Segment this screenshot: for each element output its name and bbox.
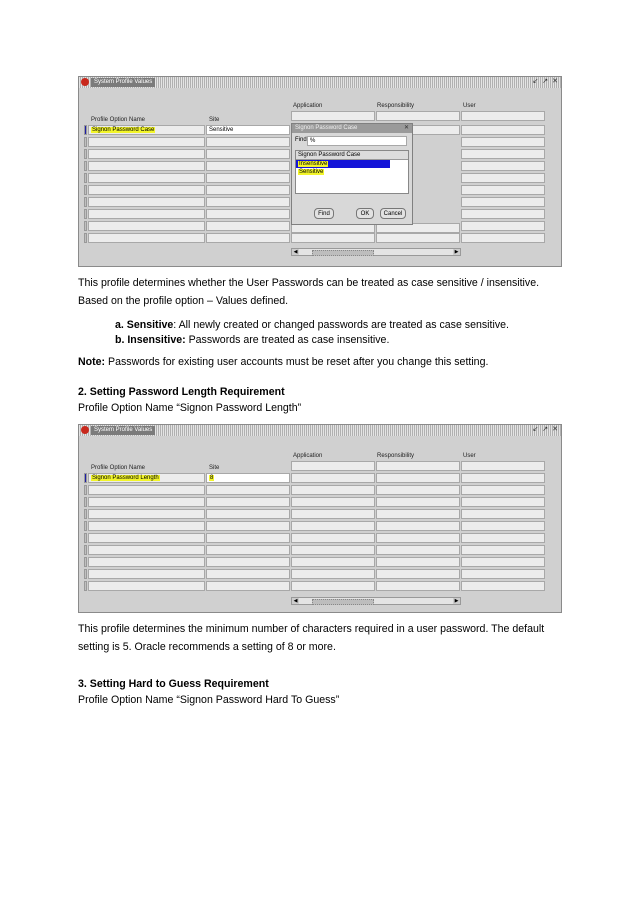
profile-option-cell[interactable]: [88, 533, 205, 543]
profile-values-window-1: [78, 76, 562, 267]
site-cell[interactable]: [206, 545, 290, 555]
option-b-label: b. Insensitive:: [115, 334, 186, 346]
profile-option-cell[interactable]: [88, 125, 205, 135]
note-text: Passwords for existing user accounts must be reset after you change this setting.: [105, 356, 489, 368]
note-label: Note:: [78, 356, 106, 368]
description-line-2: Based on the profile option – Values defined.: [78, 295, 289, 307]
profile-option-value: Signon Password Case: [92, 127, 155, 133]
oracle-app-icon: [81, 426, 89, 434]
header-application: Application: [293, 453, 323, 459]
resp-cell[interactable]: [376, 545, 460, 555]
header-site: Site: [209, 465, 220, 471]
header-site: Site: [209, 117, 220, 123]
profile-option-cell[interactable]: [88, 233, 205, 243]
resp-cell[interactable]: [376, 233, 460, 243]
site-cell[interactable]: [206, 497, 290, 507]
user-cell[interactable]: [461, 185, 545, 195]
row-indicator[interactable]: [84, 545, 87, 555]
profile-option-cell[interactable]: [88, 545, 205, 555]
site-cell[interactable]: [206, 161, 290, 171]
horizontal-scrollbar[interactable]: [291, 597, 461, 605]
scroll-left-icon[interactable]: ◀: [293, 598, 298, 604]
header-user: User: [463, 453, 476, 459]
header-profile-option-name: Profile Option Name: [91, 465, 146, 471]
row-indicator[interactable]: [84, 521, 87, 531]
user-cell[interactable]: [461, 521, 545, 531]
find-label: Find: [295, 137, 307, 143]
dialog-title: Signon Password Case: [295, 125, 358, 131]
row-indicator[interactable]: [84, 149, 87, 159]
scroll-thumb[interactable]: [312, 599, 374, 605]
lov-dialog: [291, 123, 413, 225]
profile-option-cell[interactable]: [88, 209, 205, 219]
profile-option-value: Signon Password Length: [92, 475, 159, 481]
resp-cell[interactable]: [376, 473, 460, 483]
section-2-subtitle: Profile Option Name “Signon Password Length”: [78, 402, 302, 414]
resp-cell[interactable]: [376, 111, 460, 121]
section-2-heading: 2. Setting Password Length Requirement: [78, 386, 285, 398]
profile-option-cell[interactable]: [88, 473, 205, 483]
profile-values-window-2: [78, 424, 562, 613]
oracle-app-icon: [81, 78, 89, 86]
find-input[interactable]: %: [307, 136, 407, 146]
site-cell[interactable]: [206, 221, 290, 231]
resp-cell[interactable]: [376, 485, 460, 495]
site-cell[interactable]: [206, 533, 290, 543]
row-indicator[interactable]: [84, 209, 87, 219]
user-cell[interactable]: [461, 221, 545, 231]
resp-cell[interactable]: [376, 521, 460, 531]
user-cell[interactable]: [461, 125, 545, 135]
app-cell[interactable]: [291, 485, 375, 495]
row-indicator[interactable]: [84, 569, 87, 579]
description-2-line-2: setting is 5. Oracle recommends a setting of 8 or more.: [78, 641, 336, 653]
app-cell[interactable]: [291, 509, 375, 519]
user-cell[interactable]: [461, 461, 545, 471]
site-cell[interactable]: [206, 173, 290, 183]
header-profile-option-name: Profile Option Name: [91, 117, 146, 123]
site-cell[interactable]: [206, 137, 290, 147]
user-cell[interactable]: [461, 485, 545, 495]
site-cell[interactable]: [206, 569, 290, 579]
option-a-text: : All newly created or changed passwords are treated as case sensitive.: [173, 319, 509, 331]
site-value: 8: [210, 475, 214, 481]
site-cell[interactable]: [206, 209, 290, 219]
user-cell[interactable]: [461, 473, 545, 483]
option-a: [115, 318, 509, 332]
section-3-heading: 3. Setting Hard to Guess Requirement: [78, 678, 269, 690]
option-b: [115, 333, 389, 347]
resp-cell[interactable]: [376, 533, 460, 543]
scroll-left-icon[interactable]: ◀: [293, 249, 298, 255]
lov-list-header: Signon Password Case: [296, 151, 408, 160]
profile-option-cell[interactable]: [88, 497, 205, 507]
app-cell[interactable]: [291, 111, 375, 121]
dialog-titlebar[interactable]: [292, 124, 412, 133]
scroll-right-icon[interactable]: ▶: [454, 598, 459, 604]
resp-cell[interactable]: [376, 557, 460, 567]
app-cell[interactable]: [291, 545, 375, 555]
row-indicator[interactable]: [84, 533, 87, 543]
row-indicator[interactable]: [84, 485, 87, 495]
window-controls-icon[interactable]: ↙ ↗ ✕: [532, 78, 559, 85]
window-title: System Profile Values: [91, 78, 155, 87]
resp-cell[interactable]: [376, 569, 460, 579]
find-button[interactable]: Find: [314, 208, 334, 219]
profile-option-cell[interactable]: [88, 509, 205, 519]
user-cell[interactable]: [461, 161, 545, 171]
profile-option-cell[interactable]: [88, 581, 205, 591]
section-3-subtitle: Profile Option Name “Signon Password Hard To Guess”: [78, 694, 340, 706]
profile-option-cell[interactable]: [88, 521, 205, 531]
profile-option-cell[interactable]: [88, 173, 205, 183]
user-cell[interactable]: [461, 497, 545, 507]
scroll-right-icon[interactable]: ▶: [454, 249, 459, 255]
header-application: Application: [293, 103, 323, 109]
description-2-line-1: This profile determines the minimum number of characters required in a user password. The default: [78, 623, 545, 635]
app-cell[interactable]: [291, 521, 375, 531]
window-titlebar[interactable]: [79, 77, 561, 88]
description-line-1: This profile determines whether the User Passwords can be treated as case sensitive / insensitive.: [78, 277, 540, 289]
user-cell[interactable]: [461, 509, 545, 519]
app-cell[interactable]: [291, 557, 375, 567]
window-titlebar[interactable]: [79, 425, 561, 436]
horizontal-scrollbar[interactable]: [291, 248, 461, 256]
dialog-close-icon[interactable]: ✕: [403, 125, 409, 131]
profile-option-cell[interactable]: [88, 197, 205, 207]
app-cell[interactable]: [291, 497, 375, 507]
site-cell[interactable]: [206, 149, 290, 159]
site-cell[interactable]: [206, 581, 290, 591]
profile-option-cell[interactable]: [88, 569, 205, 579]
lov-option-insensitive[interactable]: Insensitive: [296, 160, 390, 168]
row-indicator[interactable]: [84, 557, 87, 567]
row-indicator[interactable]: [84, 473, 87, 483]
app-cell[interactable]: [291, 533, 375, 543]
row-indicator[interactable]: [84, 509, 87, 519]
user-cell[interactable]: [461, 111, 545, 121]
app-cell[interactable]: [291, 473, 375, 483]
resp-cell[interactable]: [376, 497, 460, 507]
user-cell[interactable]: [461, 173, 545, 183]
row-indicator[interactable]: [84, 221, 87, 231]
profile-option-cell[interactable]: [88, 485, 205, 495]
row-indicator[interactable]: [84, 197, 87, 207]
profile-option-cell[interactable]: [88, 221, 205, 231]
row-indicator[interactable]: [84, 185, 87, 195]
user-cell[interactable]: [461, 533, 545, 543]
user-cell[interactable]: [461, 209, 545, 219]
profile-option-cell[interactable]: [88, 149, 205, 159]
profile-option-cell[interactable]: [88, 161, 205, 171]
site-value-field[interactable]: Sensitive: [206, 125, 290, 135]
option-a-label: a. Sensitive: [115, 319, 174, 331]
note: [78, 355, 488, 369]
app-cell[interactable]: [291, 569, 375, 579]
resp-cell[interactable]: [376, 509, 460, 519]
user-cell[interactable]: [461, 569, 545, 579]
ok-button[interactable]: OK: [356, 208, 374, 219]
user-cell[interactable]: [461, 545, 545, 555]
row-indicator[interactable]: [84, 497, 87, 507]
window-title: System Profile Values: [91, 426, 155, 435]
site-cell[interactable]: [206, 557, 290, 567]
user-cell[interactable]: [461, 137, 545, 147]
resp-cell[interactable]: [376, 461, 460, 471]
site-cell[interactable]: [206, 485, 290, 495]
header-responsibility: Responsibility: [377, 453, 415, 459]
lov-list[interactable]: [295, 150, 409, 194]
row-indicator[interactable]: [84, 137, 87, 147]
app-cell[interactable]: [291, 461, 375, 471]
profile-option-cell[interactable]: [88, 137, 205, 147]
site-cell[interactable]: [206, 521, 290, 531]
profile-option-cell[interactable]: [88, 185, 205, 195]
app-cell[interactable]: [291, 233, 375, 243]
profile-option-cell[interactable]: [88, 557, 205, 567]
user-cell[interactable]: [461, 197, 545, 207]
header-user: User: [463, 103, 476, 109]
header-responsibility: Responsibility: [377, 103, 415, 109]
user-cell[interactable]: [461, 581, 545, 591]
row-indicator[interactable]: [84, 233, 87, 243]
row-indicator[interactable]: [84, 161, 87, 171]
site-cell[interactable]: [206, 233, 290, 243]
app-cell[interactable]: [291, 581, 375, 591]
row-indicator[interactable]: [84, 581, 87, 591]
cancel-button[interactable]: Cancel: [380, 208, 406, 219]
option-b-text: Passwords are treated as case insensitive.: [185, 334, 390, 346]
row-indicator[interactable]: [84, 173, 87, 183]
row-indicator[interactable]: [84, 125, 87, 135]
site-cell[interactable]: [206, 197, 290, 207]
resp-cell[interactable]: [376, 581, 460, 591]
lov-option-sensitive[interactable]: Sensitive: [299, 169, 324, 175]
user-cell[interactable]: [461, 557, 545, 567]
site-cell[interactable]: [206, 185, 290, 195]
window-controls-icon[interactable]: ↙ ↗ ✕: [532, 426, 559, 433]
user-cell[interactable]: [461, 233, 545, 243]
scroll-thumb[interactable]: [312, 250, 374, 256]
site-cell[interactable]: [206, 509, 290, 519]
site-value-field[interactable]: [206, 473, 290, 483]
user-cell[interactable]: [461, 149, 545, 159]
